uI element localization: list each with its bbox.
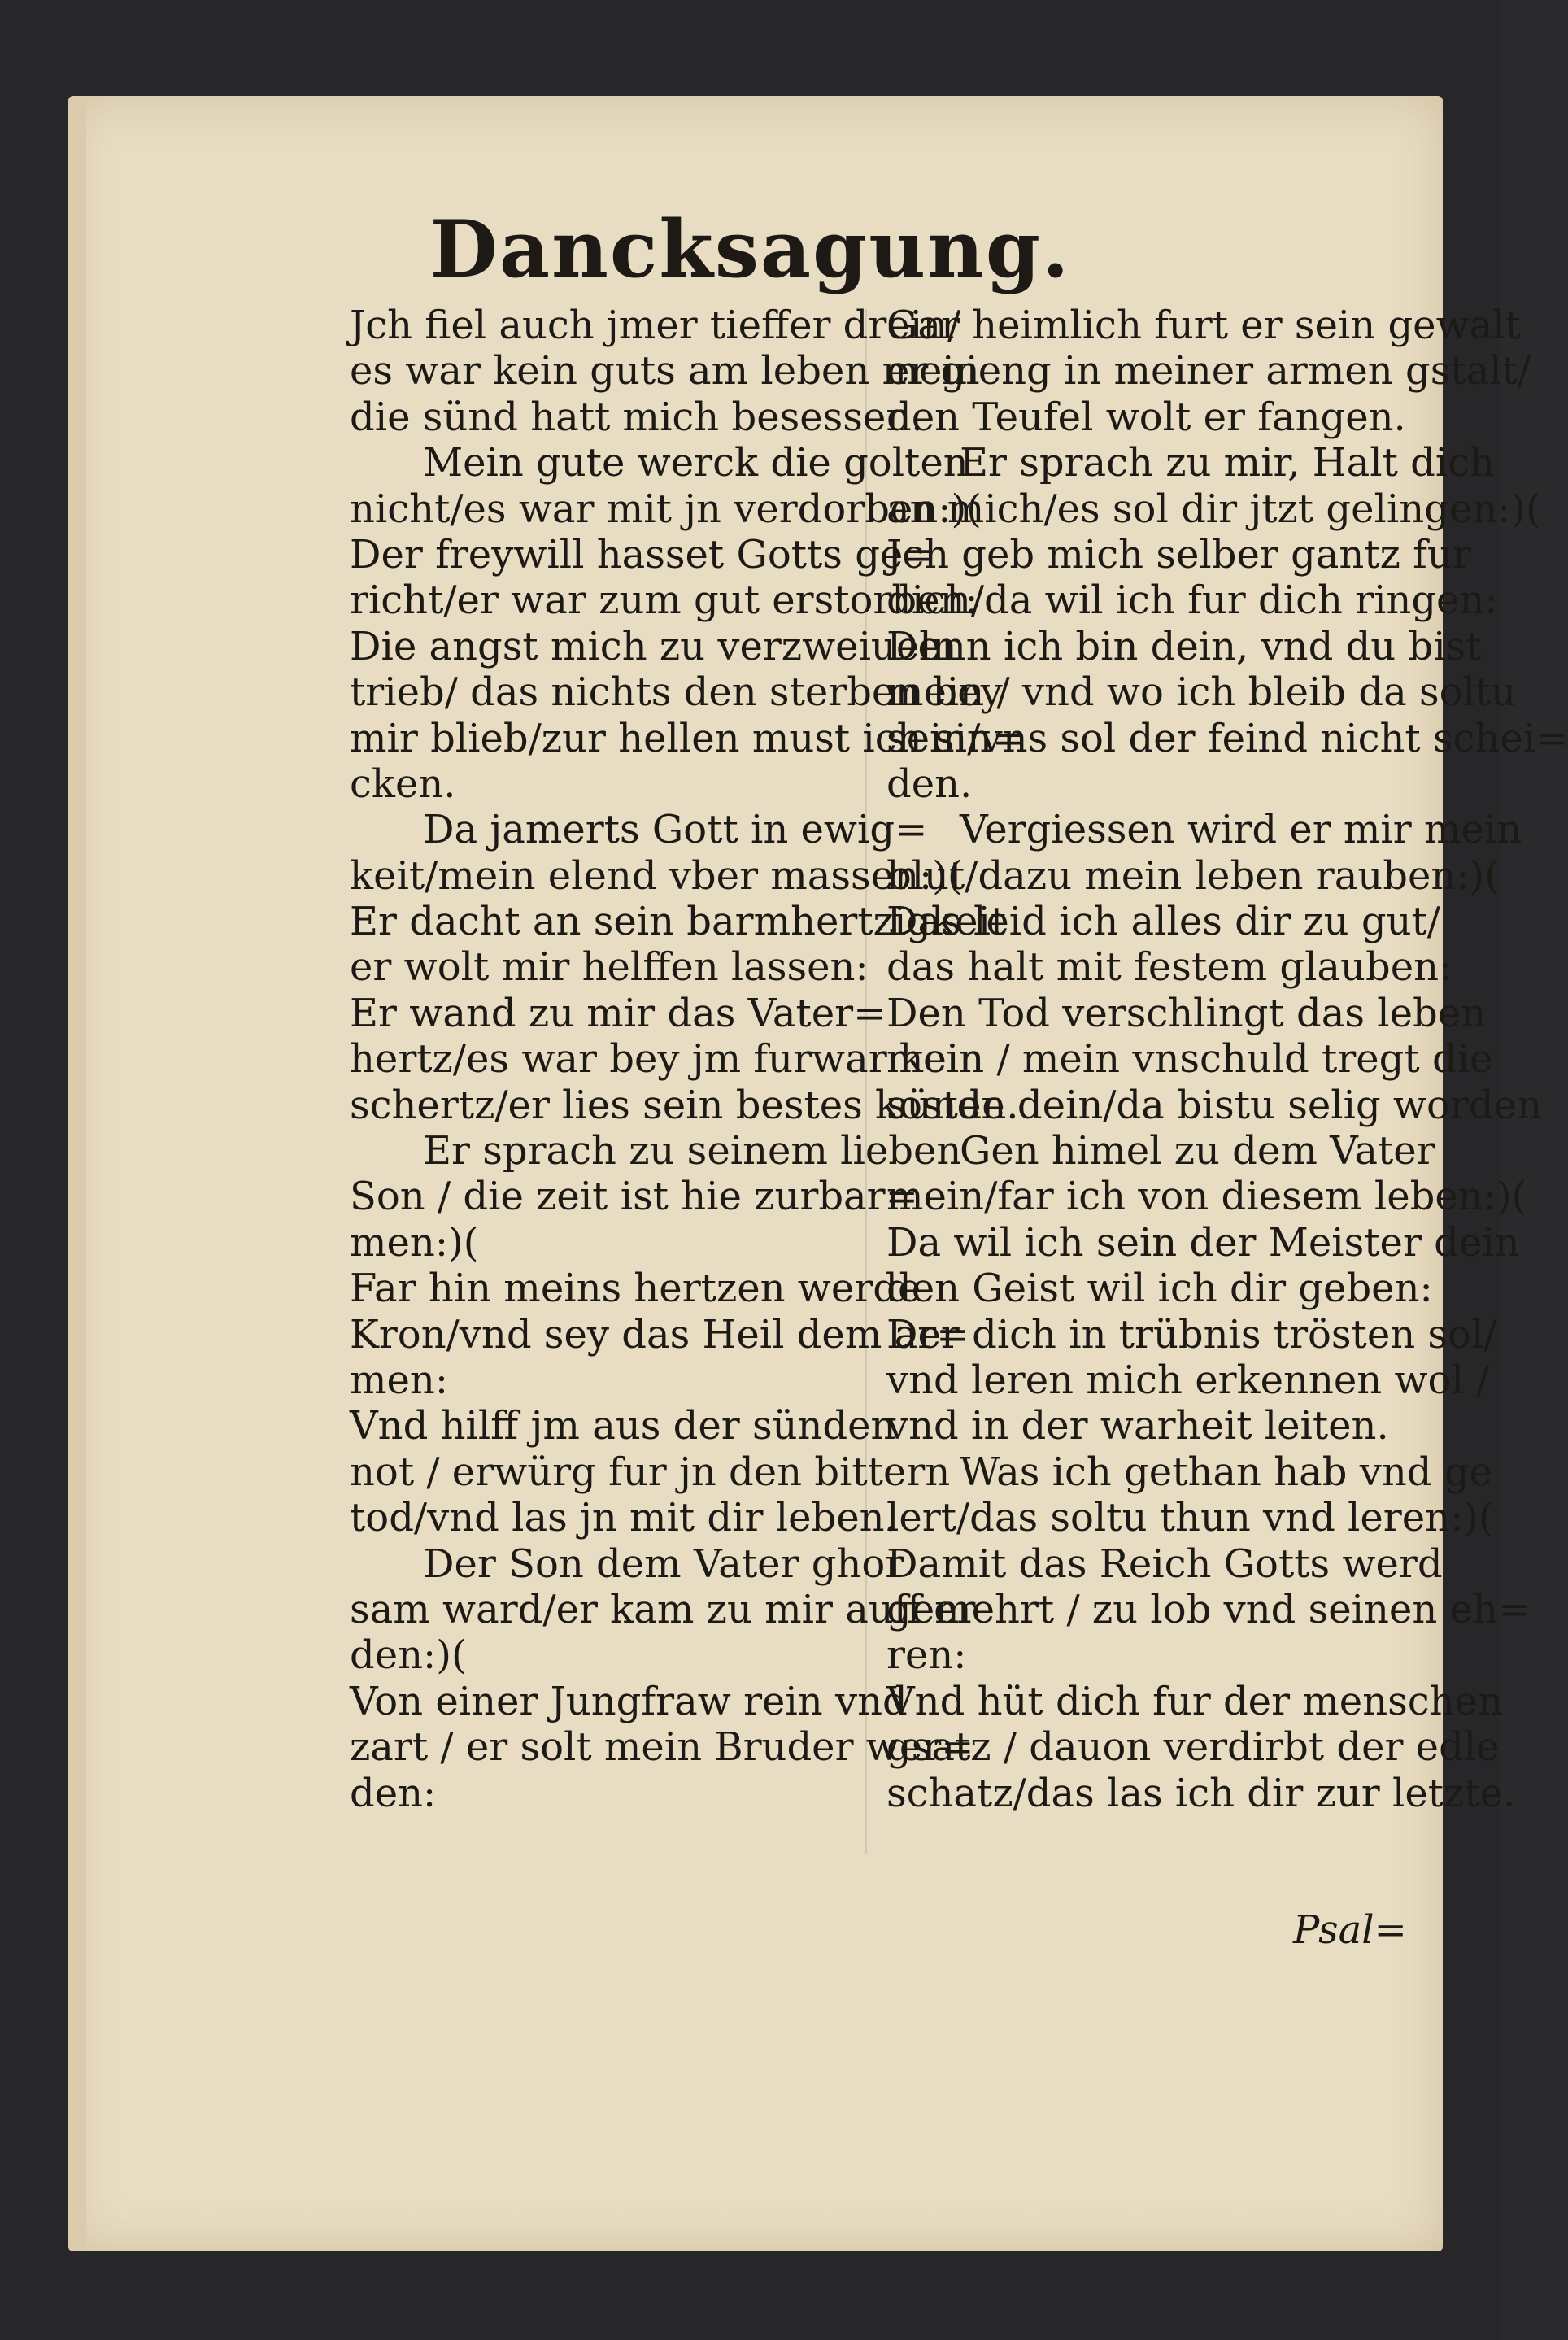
page-gutter-edge [68, 96, 86, 2251]
text-line: Denn ich bin dein, vnd du bist [886, 623, 1482, 669]
text-line: er wolt mir helffen lassen: [350, 944, 869, 991]
text-line: das halt mit festem glauben: [886, 944, 1453, 991]
text-line: sam ward/er kam zu mir auff er [350, 1586, 976, 1632]
text-line: Mein gute werck die golten [423, 440, 969, 486]
text-line: Damit das Reich Gotts werd [886, 1540, 1443, 1587]
text-line: Der Son dem Vater ghor [423, 1540, 904, 1587]
text-line: Er wand zu mir das Vater= [350, 990, 886, 1036]
page-heading: Dancksagung. [429, 203, 1071, 295]
text-line: not / erwürg fur jn den bittern [350, 1449, 951, 1495]
text-line: Vergiessen wird er mir mein [960, 807, 1522, 853]
text-line: mein / vnd wo ich bleib da soltu [886, 669, 1517, 716]
text-line: dich/da wil ich fur dich ringen: [886, 577, 1498, 624]
text-line: lert/das soltu thun vnd leren:)( [886, 1495, 1494, 1541]
text-line: den Teufel wolt er fangen. [886, 394, 1406, 440]
text-line: den:)( [350, 1632, 467, 1679]
text-line: den. [886, 760, 973, 807]
text-line: Die angst mich zu verzweiueln [350, 623, 957, 669]
right-text-column [886, 303, 1568, 1816]
text-line: mein / mein vnschuld tregt die [886, 1036, 1493, 1083]
text-line: zart / er solt mein Bruder wer= [350, 1724, 974, 1771]
text-line: an mich/es sol dir jtzt gelingen:)( [886, 486, 1541, 532]
text-line: Kron/vnd sey das Heil dem ar= [350, 1311, 969, 1357]
text-line: Vnd hilff jm aus der sünden [350, 1403, 896, 1449]
text-line: Da wil ich sein der Meister dein [886, 1219, 1520, 1266]
text-line: vnd in der warheit leiten. [886, 1403, 1389, 1449]
text-line: Son / die zeit ist hie zurbar= [350, 1174, 918, 1220]
text-line: Der dich in trübnis trösten sol/ [886, 1311, 1497, 1357]
text-line: Den Tod verschlingt das leben [886, 990, 1487, 1036]
text-line: Er sprach zu mir, Halt dich [960, 440, 1495, 486]
text-line: den: [350, 1770, 437, 1816]
text-line: hertz/es war bey jm furwar kein [350, 1036, 984, 1083]
text-line: Jch fiel auch jmer tieffer drein/ [350, 303, 961, 348]
catchword: Psal= [1293, 1907, 1407, 1953]
text-line: ren: [886, 1632, 967, 1679]
text-line: Far hin meins hertzen werde [350, 1266, 921, 1312]
text-line: Der freywill hasset Gotts ge= [350, 531, 936, 577]
text-line: Er sprach zu seinem lieben [423, 1128, 962, 1174]
text-line: schertz/er lies sein bestes kosten. [350, 1082, 1019, 1128]
text-line: Vnd hüt dich fur der menschen [886, 1678, 1503, 1724]
text-line: gemehrt / zu lob vnd seinen eh= [886, 1586, 1531, 1632]
text-line: Was ich gethan hab vnd ge [960, 1449, 1492, 1495]
text-line: Gen himel zu dem Vater [960, 1128, 1435, 1174]
text-line: Da jamerts Gott in ewig= [423, 807, 928, 853]
text-line: blut/dazu mein leben rauben:)( [886, 852, 1500, 899]
text-line: richt/er war zum gut erstorben: [350, 577, 978, 624]
text-line: nicht/es war mit jn verdorben:)( [350, 486, 982, 532]
text-line: men: [350, 1357, 449, 1403]
text-line: keit/mein elend vber massen:)( [350, 852, 963, 899]
text-line: Von einer Jungfraw rein vnd [350, 1678, 908, 1724]
text-line: Das leid ich alles dir zu gut/ [886, 899, 1440, 945]
text-line: Gar heimlich furt er sein gewalt [886, 303, 1521, 348]
text-line: mein/far ich von diesem leben:)( [886, 1174, 1527, 1220]
text-line: mir blieb/zur hellen must ich sin= [350, 715, 1025, 761]
text-line: die sünd hatt mich besessen. [350, 394, 924, 440]
text-line: trieb/ das nichts den sterben bey [350, 669, 1003, 716]
text-line: men:)( [350, 1219, 479, 1266]
text-line: vnd leren mich erkennen wol / [886, 1357, 1490, 1403]
text-line: gsatz / dauon verdirbt der edle [886, 1724, 1500, 1771]
text-line: Jch geb mich selber gantz fur [886, 531, 1471, 577]
text-line: sünde dein/da bistu selig worden [886, 1082, 1542, 1128]
text-line: schatz/das las ich dir zur letzte. [886, 1770, 1516, 1816]
text-line: er gieng in meiner armen gstalt/ [886, 348, 1531, 394]
text-line: sein/vns sol der feind nicht schei= [886, 715, 1568, 761]
text-line: es war kein guts am leben mein [350, 348, 980, 394]
text-line: den Geist wil ich dir geben: [886, 1266, 1433, 1312]
text-line: cken. [350, 760, 456, 807]
text-line: Er dacht an sein barmhertzigkeit [350, 899, 1007, 945]
text-line: tod/vnd las jn mit dir leben. [350, 1495, 897, 1541]
